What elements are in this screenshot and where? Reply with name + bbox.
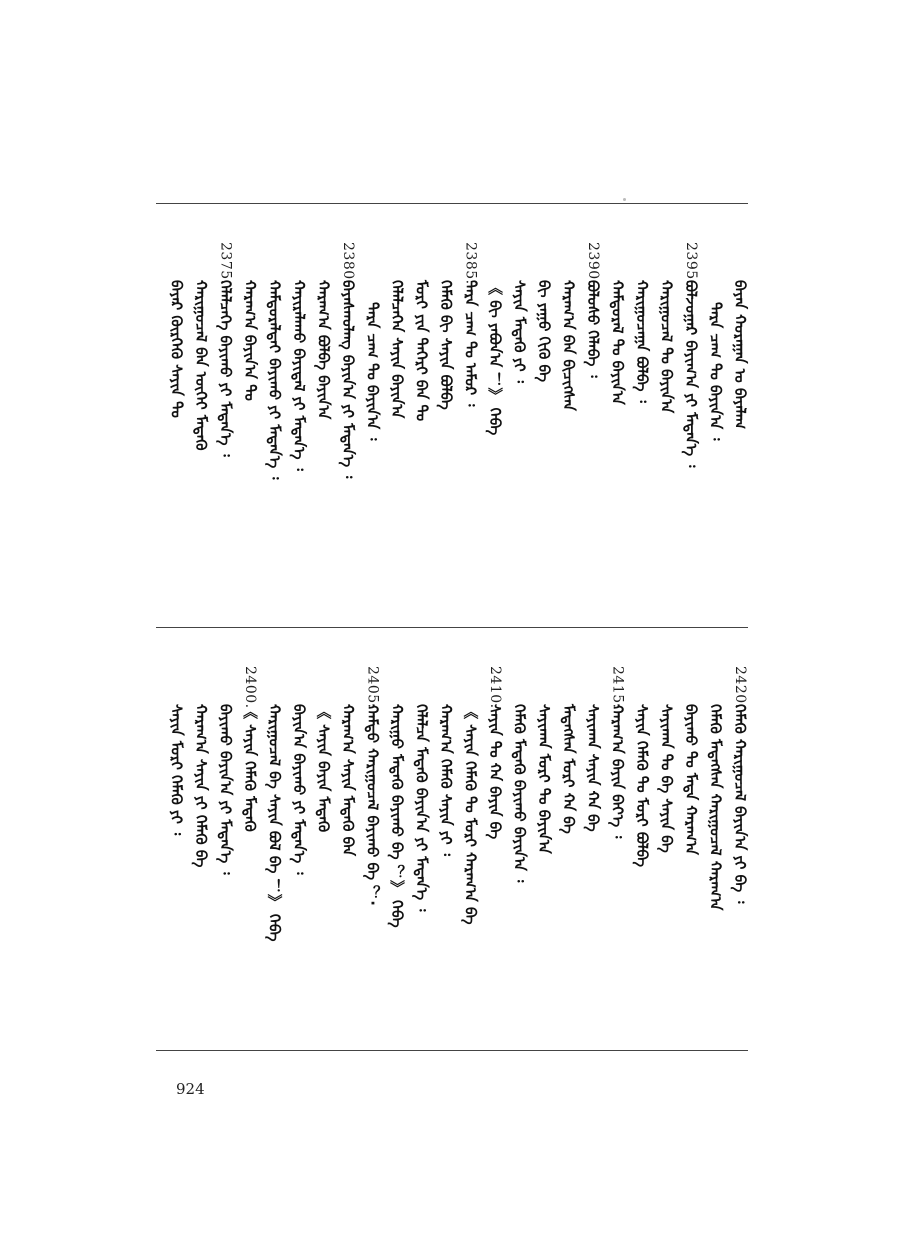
verse-line: ᠬᠡᠯᠡᠯᠴᠡ ᠮᠡᠳᠡᠬᠦ ᠪᠠᠶᠢᠨ᠎ᠠ ᠶᠢ ᠮᠡᠳᠡᠨ᠎ᠡ ᠄ [412, 704, 431, 912]
verse-line: ᠪᠠᠶᠢᠨ᠎ᠠ ᠪᠠᠶᠢᠬᠤ ᠶᠢ ᠮᠡᠳᠡᠨ᠎ᠡ ᠄ [290, 704, 308, 875]
text-column [728, 242, 752, 429]
verse-line: ᠲᠡᠷᠡ ᠴᠠᠭ ᠲᠤ ᠪᠠᠶᠢᠨ᠎ᠠ ᠄ [363, 302, 382, 441]
text-column [214, 666, 238, 875]
verse-line: ᠬᠠᠷᠠᠭ᠎ᠠ ᠪᠣᠯᠪᠠ ᠪᠠᠶᠢᠨ᠎ᠠ [314, 280, 333, 420]
line-number: 2380. [340, 242, 356, 285]
text-column [263, 242, 287, 479]
verse-line: ᠬᠠᠷᠠᠭ᠎ᠠ ᠰᠠᠶᠢᠨ ᠶᠢ ᠬᠡᠮᠡᠬᠦ ᠪᠡ [192, 704, 210, 868]
verse-line: ᠲᠡᠷᠡ ᠴᠠᠭ ᠲᠤ ᠠᠮᠤᠷ ᠄ [461, 280, 480, 407]
text-column [508, 666, 532, 882]
verse-line: ᠬᠠᠷᠢᠭᠤᠴᠠᠭᠠ ᠪᠣᠯᠪᠠ ᠄ [633, 280, 651, 403]
verse-line: ᠬᠡᠮᠡᠬᠦ ᠬᠠᠷᠢᠭᠤᠴᠠᠯ ᠪᠠᠶᠢᠨ᠎ᠠ ᠶᠢ ᠪᠡ ᠄ [731, 704, 749, 904]
text-column [655, 666, 679, 853]
text-column [312, 242, 336, 419]
verse-line: ᠪᠣᠯᠣᠰᠤ ᠬᠡᠯᠡᠪᠡ ᠄ [584, 280, 602, 378]
text-column [238, 666, 262, 832]
line-number: 2375. [217, 242, 234, 285]
text-column [263, 666, 287, 941]
text-column [630, 666, 654, 867]
text-column [557, 666, 581, 834]
middle-rule [156, 627, 748, 628]
line-number: 2400. [242, 666, 258, 709]
line-number: 2395. [683, 242, 699, 285]
text-column [630, 242, 654, 403]
text-column [532, 666, 556, 854]
text-column [434, 666, 458, 856]
verse-line: ᠬᠡᠮᠡᠬᠦ ᠪᠢ ᠰᠠᠶᠢᠨ ᠪᠣᠯᠪᠠ [437, 280, 455, 410]
verse-line: 《 ᠰᠠᠶᠢᠨ ᠬᠡᠮᠡᠬᠦ ᠮᠡᠳᠡᠬᠦ [241, 704, 259, 832]
line-number: 2415. [609, 666, 626, 709]
line-number: 2385. [462, 242, 479, 285]
text-column [189, 666, 213, 867]
verse-line: ᠪᠠᠶᠢᠬᠤ ᠲᠤ ᠮᠡᠳᠡ ᠬᠠᠷᠠᠭ᠎ᠠ [682, 704, 700, 855]
verse-line: ᠬᠠᠷᠠᠭ᠎ᠠ ᠬᠡᠮᠡᠬᠦ ᠰᠠᠶᠢᠨ ᠶᠢ ᠄ [437, 704, 455, 856]
line-number: 2420. [732, 666, 748, 709]
text-column [287, 666, 311, 875]
verse-line: ᠪᠠᠶᠢᠬᠤ ᠪᠠᠶᠢᠨ᠎ᠠ ᠶᠢ ᠮᠡᠳᠡᠨ᠎ᠡ ᠄ [216, 704, 235, 875]
verse-line: ᠰᠠᠶᠢᠨ ᠮᠣᠷᠢ ᠬᠡᠮᠡᠬᠦ ᠶᠢ ᠄ [167, 704, 186, 836]
verse-line: ᠬᠡᠯᠡᠯᠴᠡᠭᠡ ᠪᠠᠶᠢᠬᠤ ᠶᠢ ᠮᠡᠳᠡᠨ᠎ᠡ ᠄ [216, 280, 235, 457]
verse-line: 《 ᠰᠠᠶᠢᠨ ᠬᠡᠮᠡᠬᠦ ᠲᠤ ᠮᠣᠷᠢ ᠬᠠᠷᠠᠭ᠎ᠠ ᠪᠡ [461, 704, 480, 925]
verse-line: ᠬᠠᠷᠢᠭᠤᠴᠠᠯ ᠪᠡ ᠰᠠᠶᠢᠨ ᠪᠣᠯ ᠪᠡ ！》 ᠭᠡᠪᠡ [265, 704, 284, 942]
text-column [532, 242, 556, 382]
text-column [459, 666, 483, 925]
verse-line: ᠪᠠᠶᠠᠰᠬᠤᠯᠠᠩ ᠪᠠᠶᠢᠨ᠎ᠠ ᠶᠢ ᠮᠡᠳᠡᠨ᠎ᠡ ᠄ [339, 280, 357, 479]
verse-line: ᠰᠠᠶᠢᠬᠠᠨ ᠰᠠᠶᠢᠨ ᠬᠠ ᠪᠡ [584, 704, 602, 832]
verse-line: ᠬᠠᠷᠢᠭᠤ ᠮᠡᠳᠡᠬᠦ ᠪᠠᠶᠢᠬᠤ ᠪᠡ ？》 ᠭᠡᠪᠡ [388, 704, 406, 928]
text-column [410, 242, 434, 421]
verse-line: ᠬᠠᠮᠲᠤ ᠬᠠᠷᠢᠭᠤᠴᠠᠯ ᠪᠠᠶᠢᠬᠤ ᠪᠡ ？· [363, 704, 382, 906]
line-number: 2410. [487, 666, 503, 709]
text-column [557, 242, 581, 411]
verse-line: ᠰᠠᠶᠢᠨ ᠲᠤ ᠬᠠ ᠪᠠᠶᠢᠨ ᠪᠡ [486, 704, 504, 840]
text-column [704, 666, 728, 910]
verse-line: ᠪᠢ ᠶᠠᠭᠤ ᠬᠢᠬᠦ ᠪᠡ [535, 280, 553, 383]
verse-line: ᠮᠣᠷᠢ ᠶᠢᠨ ᠲᠡᠭᠡᠷᠢ ᠪᠡᠨ ᠲᠤ [412, 280, 431, 422]
text-column [165, 666, 189, 835]
verse-line: ᠬᠡᠯᠡᠯᠴᠡᠭᠡᠨ ᠰᠠᠶᠢᠨ ᠪᠠᠶᠢᠨ᠎ᠠ [388, 280, 406, 419]
text-column [704, 242, 728, 440]
verse-line: ᠬᠠᠷᠠᠭ᠎ᠠ ᠪᠠᠨ ᠪᠢᠴᠢᠭᠰᠡᠨ [559, 280, 578, 411]
page-speck [623, 198, 626, 201]
line-number: 2390. [585, 242, 601, 285]
verse-line: 《 ᠰᠠᠶᠢᠨ ᠪᠠᠶᠢᠨ ᠮᠡᠳᠡᠬᠦ [314, 704, 333, 833]
text-column [483, 242, 507, 435]
text-column [655, 242, 679, 413]
text-column [410, 666, 434, 911]
verse-line: ᠰᠠᠶᠢᠬᠠᠨ ᠮᠣᠷᠢ ᠲᠤ ᠪᠠᠶᠢᠨ᠎ᠠ [535, 704, 553, 854]
text-column [728, 666, 752, 903]
text-column [361, 666, 385, 906]
line-number: 2405. [364, 666, 381, 709]
verse-line: ᠬᠠᠷᠠᠭ᠎ᠠ ᠪᠠᠶᠢᠨ᠎ᠠ ᠲᠤ [241, 280, 259, 401]
verse-line: ᠰᠠᠶᠢᠬᠠᠨ ᠲᠤ ᠪᠡ ᠰᠠᠶᠢᠨ ᠪᠡ [657, 704, 676, 853]
text-column [581, 666, 605, 832]
verse-line: ᠰᠠᠶᠢᠨ ᠮᠡᠳᠡᠬᠦ ᠶᠢ ᠄ [510, 280, 529, 383]
text-column [385, 666, 409, 928]
text-column [214, 242, 238, 457]
text-column [606, 242, 630, 405]
text-column [361, 242, 385, 440]
verse-line: ᠬᠠᠷᠠᠭ᠎ᠠ ᠪᠠᠶᠢᠨ ᠪᠡᠶ᠎ᠡ ᠄ [608, 704, 627, 839]
verse-line: ᠬᠡᠮᠡᠬᠦ ᠮᠡᠳᠡᠭᠰᠡᠨ ᠬᠠᠷᠢᠭᠤᠴᠠᠯ ᠬᠠᠷᠠᠭ᠎ᠠ [706, 704, 725, 911]
text-column [434, 242, 458, 410]
text-column [581, 242, 605, 378]
text-column [679, 666, 703, 855]
verse-line: 《 ᠪᠢ ᠶᠠᠪᠤᠨ᠎ᠠ ！》 ᠭᠡᠪᠡ [486, 280, 504, 436]
text-column [606, 666, 630, 838]
verse-line: ᠬᠠᠷᠢᠭᠤᠴᠠᠯ ᠲᠤ ᠪᠠᠶᠢᠨ᠎ᠠ [657, 280, 676, 414]
text-column [312, 666, 336, 832]
text-column [483, 666, 507, 839]
verse-line: ᠬᠠᠶᠢᠷᠠᠯᠠᠬᠤ ᠪᠠᠶᠢᠳᠠᠯ ᠶᠢ ᠮᠡᠳᠡᠨ᠎ᠡ ᠄ [290, 280, 308, 471]
verse-line: ᠲᠡᠷᠡ ᠴᠠᠭ ᠲᠤ ᠪᠠᠶᠢᠨ᠎ᠠ ᠄ [706, 302, 725, 441]
text-column [508, 242, 532, 383]
text-column [238, 242, 262, 401]
text-column [385, 242, 409, 418]
text-column [336, 242, 360, 478]
text-column [189, 242, 213, 451]
text-column [336, 666, 360, 856]
verse-line: ᠬᠠᠮᠲᠤᠷᠠᠯ ᠲᠤ ᠪᠠᠶᠢᠨ᠎ᠠ [608, 280, 627, 405]
verse-line: ᠪᠠᠶᠠᠷ ᠬᠦᠷᠭᠡᠬᠦ ᠰᠠᠶᠢᠨ ᠲᠤ [167, 280, 186, 418]
top-rule [156, 203, 748, 204]
text-column [679, 242, 703, 467]
verse-line: ᠰᠠᠶᠢᠨ ᠬᠡᠮᠡᠬᠦ ᠲᠤ ᠮᠣᠷᠢ ᠪᠣᠯᠪᠠ [633, 704, 651, 868]
text-column [287, 242, 311, 471]
page-number: 924 [176, 1080, 205, 1098]
verse-line: ᠬᠠᠷᠠᠭ᠎ᠠ ᠰᠠᠶᠢᠨ ᠮᠡᠳᠡᠬᠦ ᠪᠠᠨ [339, 704, 357, 856]
verse-line: ᠪᠠᠶᠠᠨ ᠬᠤᠷᠠᠭᠠᠨ ᠤ ᠪᠠᠶᠠᠯᠠᠭ [731, 280, 749, 430]
verse-line: ᠬᠠᠮᠲᠤᠷᠠᠯᠲᠠᠶ ᠪᠠᠶᠢᠬᠤ ᠶᠢ ᠮᠡᠳᠡᠨ᠎ᠡ ᠄ [265, 280, 284, 480]
bottom-rule [156, 1050, 748, 1051]
text-column [459, 242, 483, 406]
verse-line: ᠪᠣᠯᠵᠣᠭᠠᠷ ᠪᠠᠶᠢᠭ᠎ᠠ ᠶᠢ ᠮᠡᠳᠡᠨ᠎ᠡ ᠄ [682, 280, 700, 468]
verse-line: ᠬᠡᠮᠡᠬᠦ ᠮᠡᠳᠡᠬᠦ ᠪᠠᠶᠢᠬᠤ ᠪᠠᠶᠢᠨ᠎ᠠ ᠄ [510, 704, 529, 883]
verse-line: ᠬᠠᠷᠢᠭᠤᠴᠠᠯ ᠪᠠᠨ ᠦᠭᠡᠢ ᠮᠡᠳᠡᠬᠦ [192, 280, 210, 451]
verse-line: ᠮᠡᠳᠡᠭᠰᠡᠨ ᠮᠣᠷᠢ ᠬᠠ ᠪᠡ [559, 704, 578, 834]
text-column [165, 242, 189, 418]
